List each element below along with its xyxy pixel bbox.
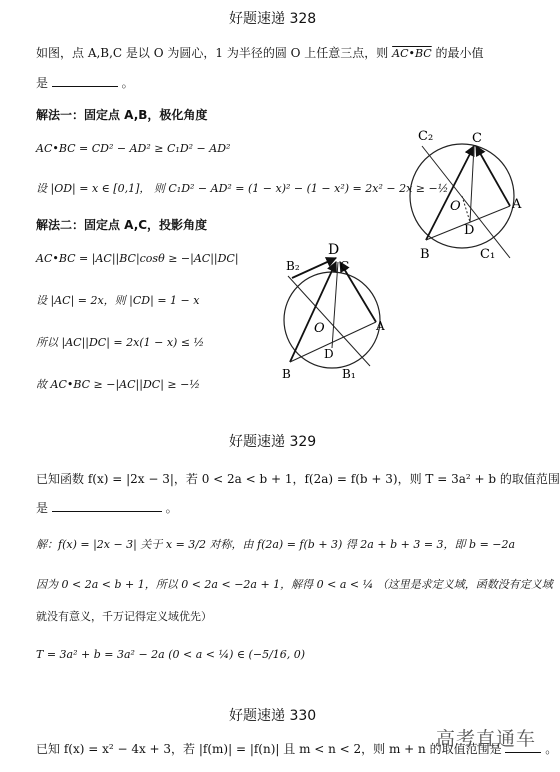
- figure-1-circle-diagram: [392, 118, 542, 278]
- label-a: A: [512, 197, 522, 212]
- problem-330-title: 好题速递 330: [229, 708, 317, 724]
- answer-blank: [52, 499, 162, 512]
- solution-2-note: （这里是求定义域，函数没有定义域: [376, 578, 553, 591]
- label-o: O: [450, 199, 461, 214]
- segment-o-d: [462, 196, 470, 222]
- method-2-heading: 解法二：固定点 A,C，投影角度: [36, 218, 208, 232]
- method-2-equation-3: 所以 |AC||DC| = 2x(1 − x) ≤ ½: [36, 336, 205, 349]
- problem-329-title: 好题速递 329: [229, 434, 317, 450]
- question-text: 如图，点 A,B,C 是以 O 为圆心，1 为半径的圆 O 上任意三点，则: [36, 46, 389, 60]
- problem-328-question: [36, 44, 484, 61]
- problem-328-title: 好题速递 328: [229, 11, 317, 27]
- answer-suffix: 。: [545, 742, 558, 756]
- problem-329-solution-note: 就没有意义，千万记得定义域优先）: [36, 610, 212, 623]
- label-c: C: [472, 131, 482, 146]
- method-2-equation-2: 设 |AC| = 2x，则 |CD| = 1 − x: [36, 294, 200, 307]
- label-a: A: [376, 319, 385, 333]
- answer-prefix: 是: [36, 501, 49, 515]
- method-2-equation-1: AC•BC = |AC||BC|cosθ ≥ −|AC||DC|: [36, 252, 239, 265]
- label-d: D: [328, 242, 340, 258]
- problem-329-question: 已知函数 f(x) = |2x − 3|，若 0 < 2a < b + 1，f(2a) = f(b + 3)，则 T = 3a² + b 的取值范围: [36, 472, 560, 486]
- answer-prefix: 是: [36, 76, 49, 90]
- answer-blank: [52, 74, 118, 87]
- watermark: 高考直通车: [436, 728, 537, 750]
- label-d-low: D: [324, 347, 334, 361]
- question-text: 已知 f(x) = x² − 4x + 3，若 |f(m)| = |f(n)| 且 m < n < 2，则 m + n 的取值范围是: [36, 742, 502, 756]
- problem-328-answer-line: [36, 74, 134, 91]
- label-c2: C₂: [418, 129, 434, 144]
- equation-2-part-b: 则 C₁D² − AD² = (1 − x)² − (1 − x²) = 2x² − 2x ≥ −½: [153, 182, 449, 195]
- method-1-heading: 解法一：固定点 A,B，极化角度: [36, 108, 208, 122]
- method-1-equation-1: AC•BC = CD² − AD² ≥ C₁D² − AD²: [36, 142, 231, 155]
- answer-suffix: 。: [121, 76, 134, 90]
- problem-329-solution-2: [36, 576, 553, 592]
- label-b1: B₁: [342, 367, 356, 381]
- solution-2-text: 因为 0 < 2a < b + 1，所以 0 < 2a < −2a + 1，解得 0 < a < ¼: [36, 578, 374, 591]
- problem-329-solution-1: 解：f(x) = |2x − 3| 关于 x = 3/2 对称，由 f(2a) = f(b + 3) 得 2a + b + 3 = 3，即 b = −2a: [36, 538, 516, 551]
- method-1-equation-2: [36, 180, 448, 196]
- label-b: B: [282, 367, 291, 381]
- problem-329-answer-line: [36, 499, 178, 516]
- label-o: O: [314, 321, 325, 336]
- answer-suffix: 。: [165, 501, 178, 515]
- label-b2: B₂: [286, 259, 300, 273]
- label-b: B: [420, 247, 430, 262]
- label-c: C: [340, 259, 350, 273]
- figure-2-circle-diagram: [272, 238, 402, 388]
- label-c1: C₁: [480, 247, 496, 262]
- question-tail: 的最小值: [435, 46, 484, 60]
- segment-c-d: [470, 146, 474, 222]
- segment-c-d-low: [332, 262, 338, 348]
- question-vector: AC•BC: [392, 47, 432, 60]
- problem-329-solution-3: T = 3a² + b = 3a² − 2a (0 < a < ¼) ∈ (−5/16, 0): [36, 648, 306, 661]
- method-2-equation-4: 故 AC•BC ≥ −|AC||DC| ≥ −½: [36, 378, 200, 391]
- label-d: D: [464, 223, 475, 238]
- equation-2-part-a: 设 |OD| = x ∈ [0,1]，: [36, 182, 151, 195]
